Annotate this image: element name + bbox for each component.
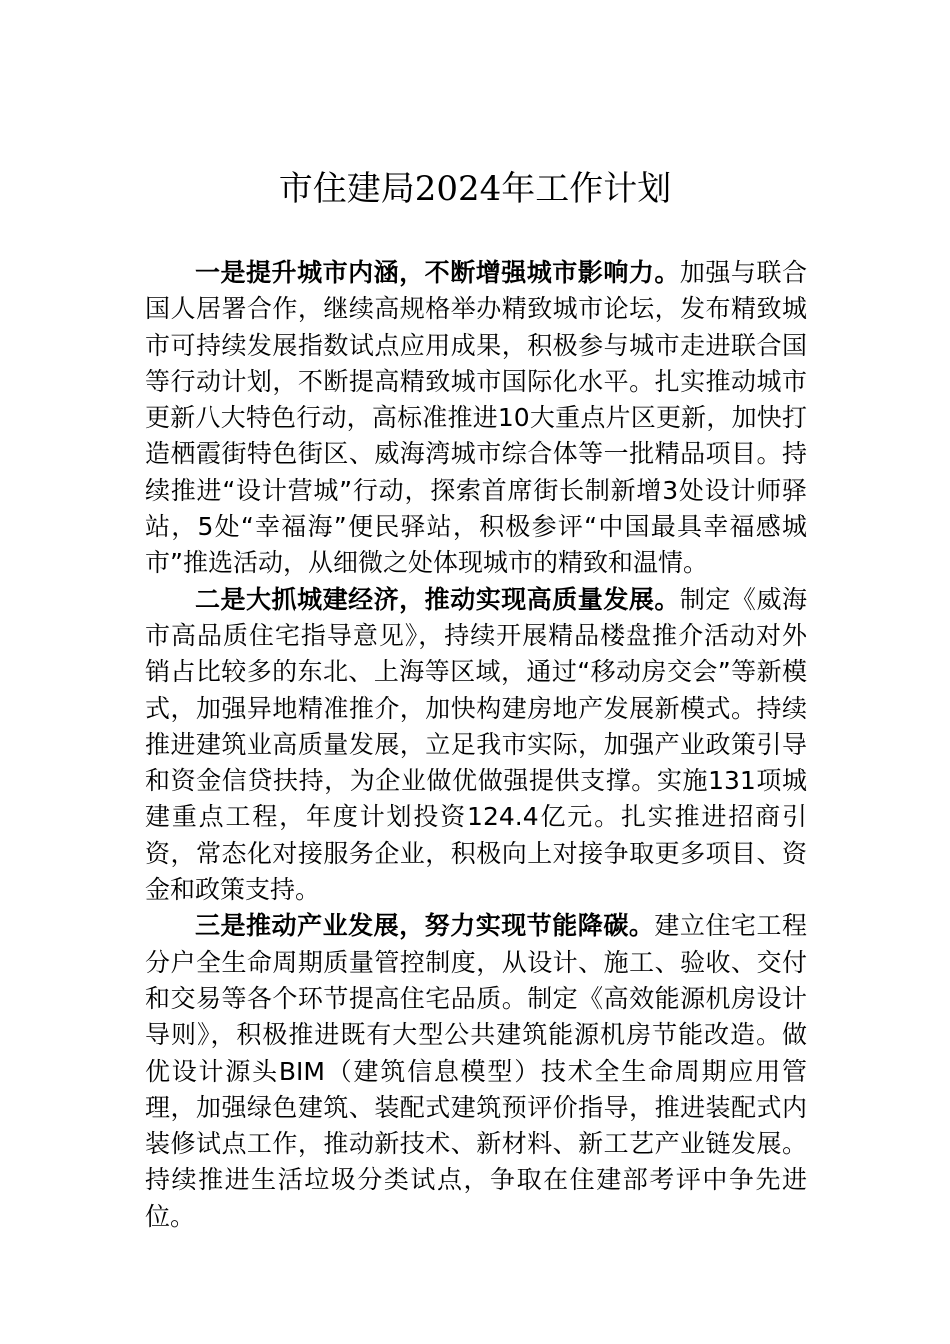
- paragraph-2: [145, 582, 807, 909]
- document-body: [145, 255, 807, 1235]
- paragraph-1-heading: 一是提升城市内涵，不断增强城市影响力。: [195, 258, 680, 287]
- paragraph-3: [145, 908, 807, 1235]
- paragraph-2-heading: 二是大抓城建经济，推动实现高质量发展。: [195, 584, 680, 614]
- paragraph-2-text: 制定《威海市高品质住宅指导意见》，持续开展精品楼盘推介活动对外销占比较多的东北、上海等区域，通过“移动房交会”等新模式，加强异地精准推介，加快构建房地产发展新模式。持续推进建筑业高质量发展，立足我市实际，加强产业政策引导和资金信贷扶持，为企业做优做强提供支撑。实施131项城建重点工程，年度计划投资124.4亿元。扎实推进招商引资，常态化对接服务企业，积极向上对接争取更多项目、资金和政策支持。: [145, 584, 807, 905]
- paragraph-3-heading: 三是推动产业发展，努力实现节能降碳。: [195, 911, 655, 941]
- document-title: 市住建局2024年工作计划: [278, 169, 672, 209]
- paragraph-1-text: 加强与联合国人居署合作，继续高规格举办精致城市论坛，发布精致城市可持续发展指数试点应用成果，积极参与城市走进联合国等行动计划，不断提高精致城市国际化水平。扎实推动城市更新八大特色行动，高标准推进10大重点片区更新，加快打造栖霞街特色街区、威海湾城市综合体等一批精品项目。持续推进“设计营城”行动，探索首席街长制新增3处设计师驿站，5处“幸福海”便民驿站，积极参评“中国最具幸福感城市”推选活动，从细微之处体现城市的精致和温情。: [145, 258, 807, 578]
- paragraph-1: [145, 255, 807, 582]
- paragraph-3-text: 建立住宅工程分户全生命周期质量管控制度，从设计、施工、验收、交付和交易等各个环节提高住宅品质。制定《高效能源机房设计导则》，积极推进既有大型公共建筑能源机房节能改造。做优设计源头BIM（建筑信息模型）技术全生命周期应用管理，加强绿色建筑、装配式建筑预评价指导，推进装配式内装修试点工作，推动新技术、新材料、新工艺产业链发展。持续推进生活垃圾分类试点，争取在住建部考评中争先进位。: [145, 911, 807, 1231]
